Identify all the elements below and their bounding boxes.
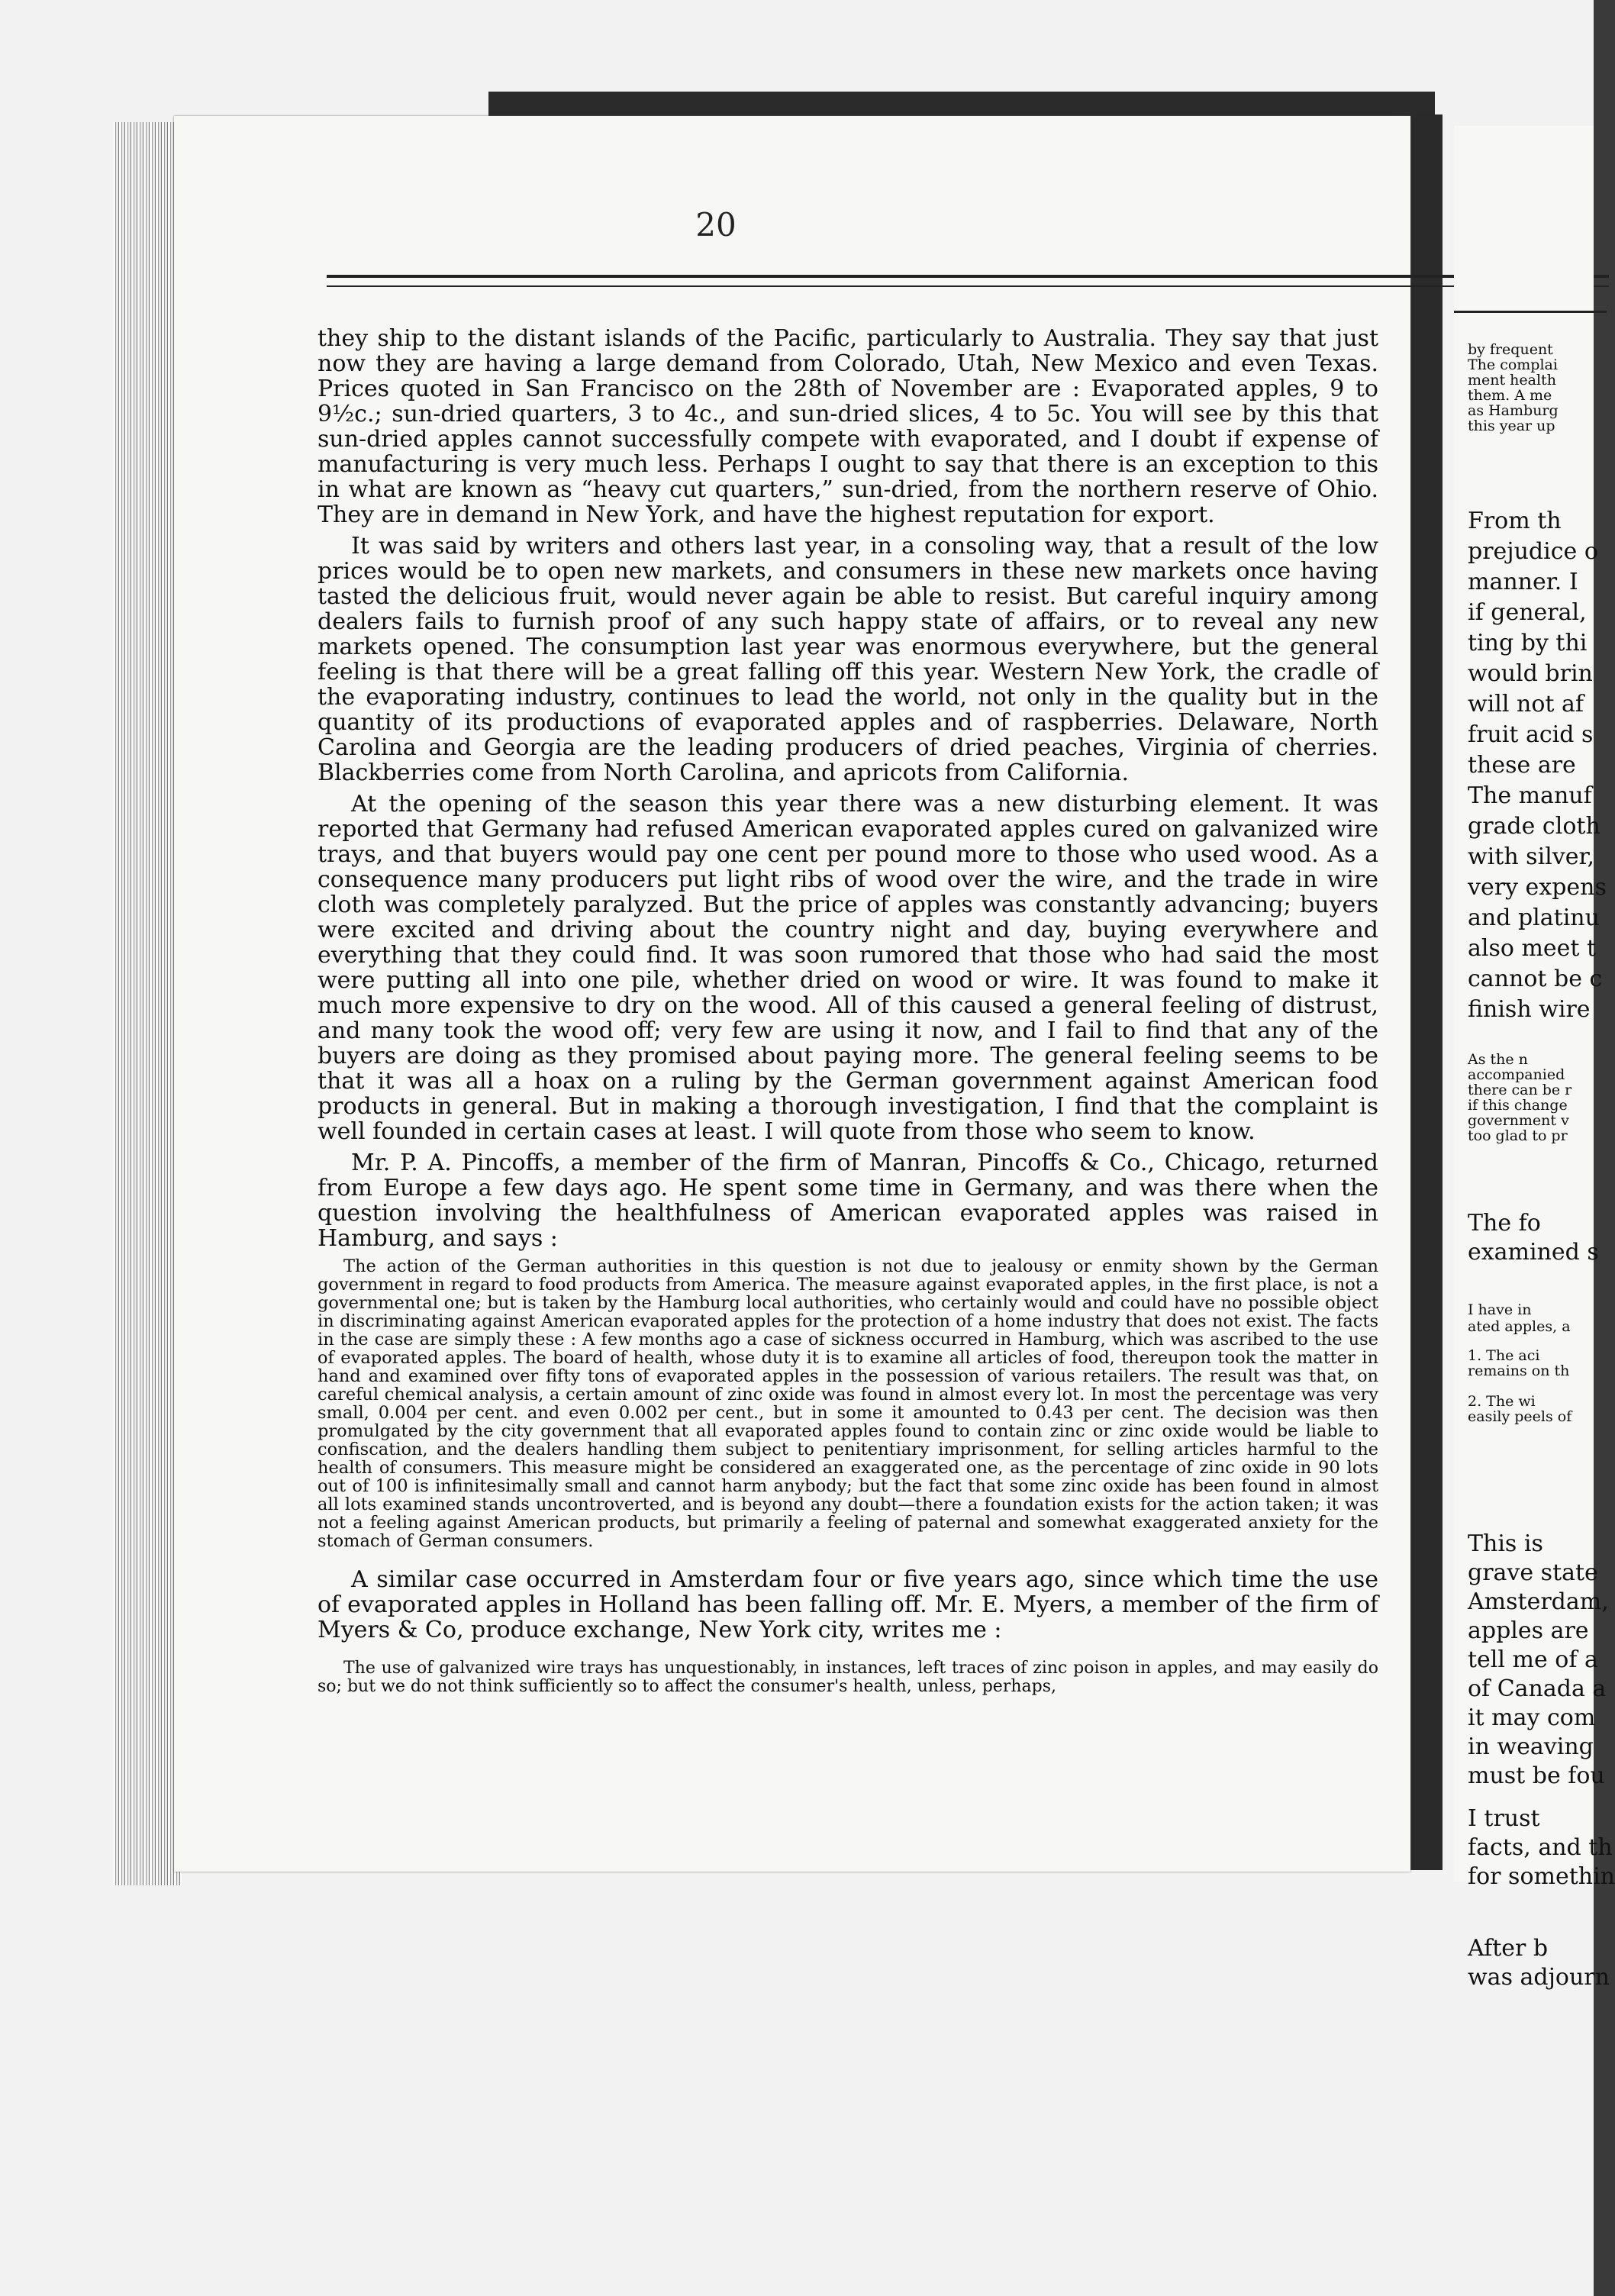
- adjacent-page-line: government v: [1468, 1112, 1569, 1129]
- adjacent-page-line: there can be r: [1468, 1082, 1572, 1098]
- adjacent-page-line: with silver,: [1468, 843, 1595, 870]
- adjacent-page-line: cannot be c: [1468, 966, 1603, 992]
- adjacent-page-line: I have in: [1468, 1301, 1532, 1318]
- adjacent-page-line: in weaving: [1468, 1733, 1594, 1760]
- main-text-column: [318, 326, 1378, 1696]
- adjacent-page-line: The complai: [1468, 356, 1558, 373]
- adjacent-page-line: finish wire: [1468, 996, 1591, 1023]
- adjacent-page-line: prejudice o: [1468, 538, 1598, 565]
- adjacent-page-line: too glad to pr: [1468, 1127, 1568, 1144]
- adjacent-page-line: them. A me: [1468, 387, 1552, 404]
- adjacent-page-line: grade cloth: [1468, 813, 1600, 840]
- adjacent-page-line: 2. The wi: [1468, 1393, 1536, 1410]
- adjacent-page-line: if this change: [1468, 1097, 1568, 1114]
- adjacent-page-line: This is: [1468, 1530, 1543, 1557]
- adjacent-page-rule: [1454, 311, 1607, 313]
- page-edges: [113, 122, 182, 1885]
- adjacent-page-line: very expens: [1468, 874, 1607, 901]
- adjacent-page-line: would brin: [1468, 660, 1593, 687]
- paragraph: Mr. P. A. Pincoffs, a member of the firm of Manran, Pincoffs & Co., Chicago, returned from Europe a few days ago. He spent some time in Germany, and was there when the question involving the healthfulness of American evaporated apples was raised in Hamburg, and says :: [318, 1150, 1378, 1252]
- adjacent-page-line: will not af: [1468, 691, 1584, 718]
- adjacent-page-line: From th: [1468, 508, 1562, 534]
- adjacent-page-line: these are: [1468, 752, 1576, 779]
- adjacent-page-line: it may com: [1468, 1704, 1596, 1731]
- adjacent-page-line: facts, and th: [1468, 1834, 1613, 1861]
- adjacent-page-line: for somethin: [1468, 1863, 1615, 1890]
- adjacent-page-line: was adjourn: [1468, 1964, 1610, 1991]
- paragraph: A similar case occurred in Amsterdam four or five years ago, since which time the use of evaporated apples in Holland has been falling off. Mr. E. Myers, a member of the firm of Myers & Co, produce exchange, New York city, writes me :: [318, 1566, 1378, 1643]
- adjacent-page-line: grave state: [1468, 1559, 1598, 1586]
- block-quote: The action of the German authorities in this question is not due to jealousy or enmity shown by the German government in regard to food products from America. The measure against evaporated apples, in the first place, is not a governmental one; but is taken by the Hamburg local authorities, who certainly would and could have no possible object in discriminating against American evaporated apples for the protection of a home industry that does not exist. The facts in the case are simply these : A few months ago a case of sickness occurred in Hamburg, which was ascribed to the use of evaporated apples. The board of health, whose duty it is to examine all articles of food, thereupon took the matter in hand and examined over fifty tons of evaporated apples in the possession of various retailers. The result was that, on careful chemical analysis, a certain amount of zinc oxide was found in almost every lot. In most the percentage was very small, 0.004 per cent. and even 0.002 per cent., but in some it amounted to 0.43 per cent. The decision was then promulgated by the city government that all evaporated apples found to contain zinc or zinc oxide would be liable to confiscation, and the dealers handling them subject to penitentiary imprisonment, for selling articles harmful to the health of consumers. This measure might be considered an exaggerated one, as the percentage of zinc oxide in 90 lots out of 100 is infinitesimally small and cannot harm anybody; but the fact that some zinc oxide has been found in almost all lots examined stands uncontroverted, and is beyond any doubt—there a foundation exists for the action taken; it was not a feeling against American products, but primarily a feeling of paternal and somewhat exaggerated anxiety for the stomach of German consumers.: [318, 1256, 1378, 1551]
- adjacent-page-line: The manuf: [1468, 782, 1592, 809]
- adjacent-page-line: tell me of a: [1468, 1646, 1598, 1673]
- paragraph: At the opening of the season this year there was a new disturbing element. It was reported that Germany had refused American evaporated apples cured on galvanized wire trays, and that buyers would pay one cent per pound more to those who used wood. As a consequence many producers put light ribs of wood over the wire, and the trade in wire cloth was completely paralyzed. But the price of apples was constantly advancing; buyers were excited and driving about the country night and day, buying everywhere and everything that they could find. It was soon rumored that those who had said the most were putting all into one pile, whether dried on wood or wire. It was found to make it much more expensive to dry on the wood. All of this caused a general feeling of distrust, and many took the wood off; very few are using it now, and I fail to find that any of the buyers are doing as they promised about paying more. The general feeling seems to be that it was all a hoax on a ruling by the German government against American food products in general. But in making a thorough investigation, I find that the complaint is well founded in certain cases at least. I will quote from those who seem to know.: [318, 791, 1378, 1145]
- adjacent-page-fragment: [1454, 126, 1615, 1991]
- adjacent-page-line: ting by thi: [1468, 630, 1588, 656]
- header-rule-thick: [327, 275, 1609, 278]
- adjacent-page-line: easily peels of: [1468, 1408, 1572, 1425]
- adjacent-page-line: and platinu: [1468, 905, 1600, 931]
- block-quote: The use of galvanized wire trays has unquestionably, in instances, left traces of zinc poison in apples, and may easily do so; but we do not think sufficiently so to affect the consumer's health, unless, perhaps,: [318, 1659, 1378, 1696]
- paragraph: they ship to the distant islands of the Pacific, particularly to Australia. They say that just now they are having a large demand from Colorado, Utah, New Mexico and even Texas. Prices quoted in San Francisco on the 28th of November are : Evaporated apples, 9 to 9½c.; sun-dried quarters, 3 to 4c., and sun-dried slices, 4 to 5c. You will see by this that sun-dried apples cannot successfully compete with evaporated, and I doubt if expense of manufacturing is very much less. Perhaps I ought to say that there is an exception to this in what are known as “heavy cut quarters,” sun-dried, from the northern reserve of Ohio. They are in demand in New York, and have the highest reputation for export.: [318, 325, 1378, 528]
- adjacent-page-line: manner. I: [1468, 569, 1578, 595]
- adjacent-page-line: ated apples, a: [1468, 1318, 1571, 1335]
- page-number: 20: [695, 206, 737, 243]
- adjacent-page-line: The fo: [1468, 1210, 1541, 1237]
- book-page: [174, 116, 1410, 1872]
- adjacent-page-line: ment health: [1468, 372, 1556, 389]
- header-rule-thin: [327, 285, 1609, 287]
- adjacent-page-line: remains on th: [1468, 1362, 1570, 1379]
- adjacent-page-line: As the n: [1468, 1051, 1528, 1068]
- adjacent-page-line: fruit acid s: [1468, 721, 1594, 748]
- adjacent-page-line: as Hamburg: [1468, 402, 1559, 419]
- adjacent-page-line: examined s: [1468, 1239, 1599, 1266]
- adjacent-page-line: if general,: [1468, 599, 1587, 626]
- adjacent-page-line: by frequent: [1468, 341, 1553, 358]
- adjacent-page-line: of Canada a: [1468, 1675, 1607, 1702]
- adjacent-page-line: After b: [1468, 1935, 1549, 1962]
- adjacent-page-line: 1. The aci: [1468, 1347, 1540, 1364]
- adjacent-page-line: this year up: [1468, 418, 1555, 434]
- adjacent-page-line: must be fou: [1468, 1762, 1605, 1789]
- adjacent-page-line: also meet t: [1468, 935, 1597, 962]
- adjacent-page-line: apples are: [1468, 1617, 1589, 1644]
- adjacent-page-line: I trust: [1468, 1805, 1540, 1832]
- adjacent-page-line: Amsterdam,: [1468, 1588, 1609, 1615]
- paragraph: It was said by writers and others last year, in a consoling way, that a result of the low prices would be to open new markets, and consumers in these new markets once having tasted the delicious fruit, would never again be able to resist. But careful inquiry among dealers fails to furnish proof of any such happy state of affairs, or to reveal any new markets opened. The consumption last year was enormous everywhere, but the general feeling is that there will be a great falling off this year. Western New York, the cradle of the evaporating industry, continues to lead the world, not only in the quality but in the quantity of its productions of evaporated apples and of raspberries. Delaware, North Carolina and Georgia are the leading producers of dried peaches, Virginia of cherries. Blackberries come from North Carolina, and apricots from California.: [318, 533, 1378, 786]
- adjacent-page-line: accompanied: [1468, 1066, 1565, 1083]
